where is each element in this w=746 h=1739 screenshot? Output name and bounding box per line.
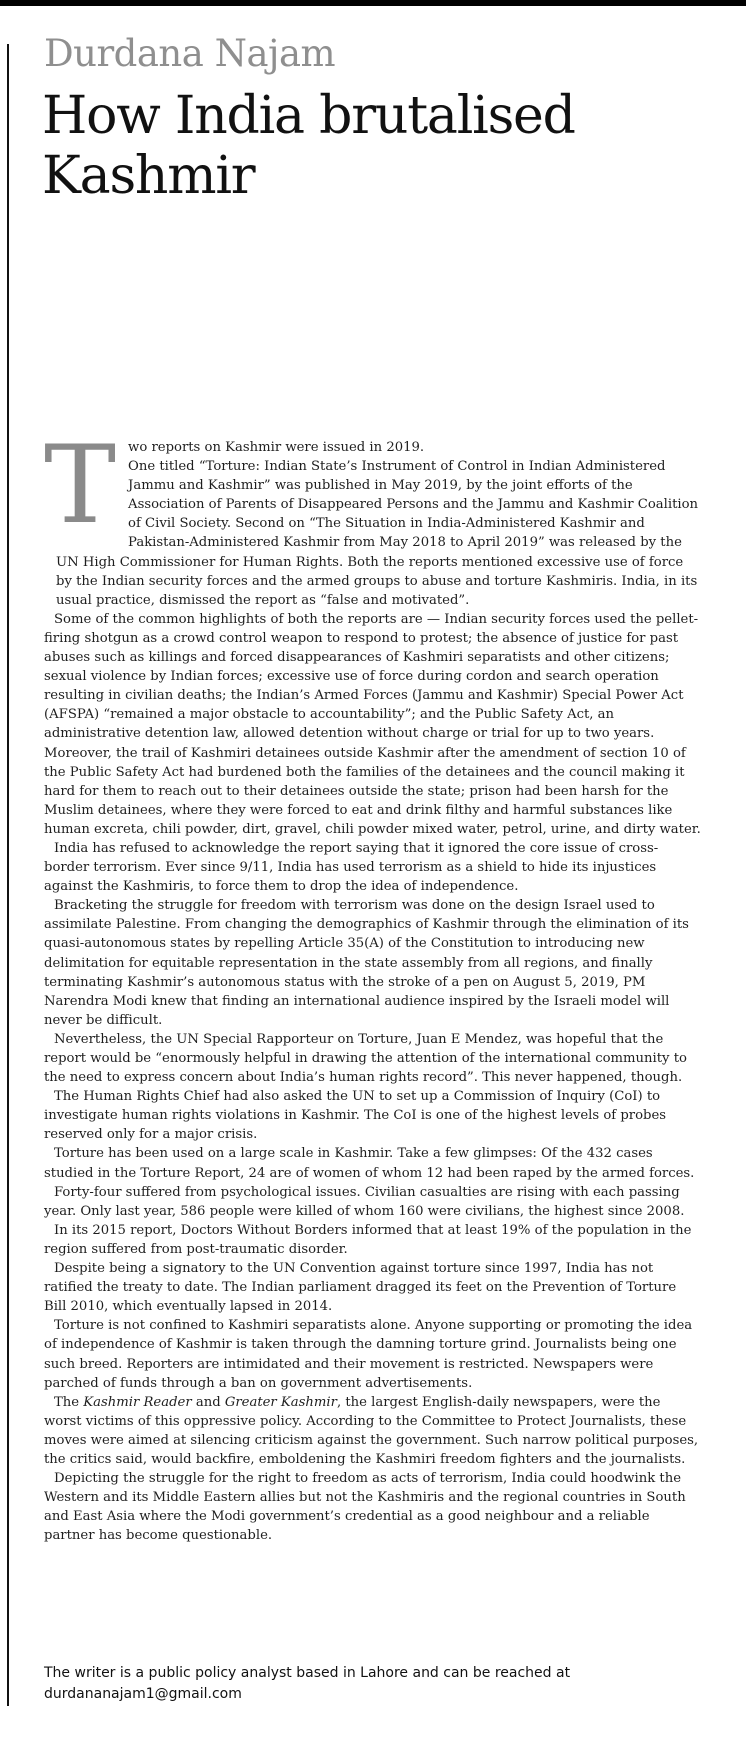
lead-first-line: wo reports on Kashmir were issued in 2019. (128, 440, 425, 455)
body-paragraph: Forty-four suffered from psychological issues. Civilian casualties are rising with each passing year. Only last year, 586 people were killed of whom 160 were civilians, the highest since 2008. (44, 1184, 685, 1219)
text-run: The (54, 1394, 84, 1410)
lead-paragraph (44, 423, 702, 610)
author-bio (44, 1663, 684, 1705)
author-portrait (46, 238, 206, 416)
body-paragraph: Nevertheless, the UN Special Rapporteur on Torture, Juan E Mendez, was hopeful that the report would be “enormously helpful in drawing the attention of the international community to the need to express concern about India’s human rights record”. This never happened, though. (44, 1031, 687, 1086)
body-paragraph: In its 2015 report, Doctors Without Borders informed that at least 19% of the population in the region suffered from post-traumatic disorder. (44, 1222, 692, 1257)
body-paragraph: Some of the common highlights of both the reports are — Indian security forces used the pellet-firing shotgun as a crowd control weapon to respond to protest; the absence of justice for past abuses such as killings and forced disappearances of Kashmiri separatists and other citizens; sexual violence by Indian forces; excessive use of force during cordon and search operation resulting in civilian deaths; the Indian’s Armed Forces (Jammu and Kashmir) Special Power Act (AFSPA) “remained a major obstacle to accountability”; and the Public Safety Act, an administrative detention law, allowed detention without charge or trial for up to two years. Moreover, the trail of Kashmiri detainees outside Kashmir after the amendment of section 10 of the Public Safety Act had burdened both the families of the detainees and the council making it hard for them to reach out to their detainees outside the state; prison had been harsh for the Muslim detainees, where they were forced to eat and drink filthy and harmful substances like human excreta, chili powder, dirt, gravel, chili powder mixed water, petrol, urine, and dirty water. (44, 611, 701, 837)
newspaper-name: Greater Kashmir (224, 1394, 337, 1410)
body-paragraph: Bracketing the struggle for freedom with terrorism was done on the design Israel used to assimilate Palestine. From changing the demographics of Kashmir through the elimination of its quasi-autonomous states by repelling Article 35(A) of the Constitution to introducing new delimitation for equitable representation in the state assembly from all regions, and finally terminating Kashmir’s autonomous status with the stroke of a pen on August 5, 2019, PM Narendra Modi knew that finding an international audience inspired by the Israeli model will never be difficult. (44, 898, 689, 1028)
author-email: durdananajam1@gmail.com (44, 1686, 242, 1702)
top-border (0, 0, 746, 6)
body-paragraph: India has refused to acknowledge the report saying that it ignored the core issue of cross-border terrorism. Ever since 9/11, India has used terrorism as a shield to hide its injustices against the Kashmiris, to force them to drop the idea of independence. (44, 840, 659, 895)
body-paragraph: The Human Rights Chief had also asked the UN to set up a Commission of Inquiry (CoI) to investigate human rights violations in Kashmir. The CoI is one of the highest levels of probes reserved only for a major crisis. (44, 1089, 667, 1143)
text-run: and (191, 1394, 225, 1410)
newspapers-paragraph (44, 1393, 702, 1469)
lead-rest: One titled “Torture: Indian State’s Instrument of Control in Indian Administered Jammu and Kashmir” was published in May 2019, by the joint efforts of the Association of Parents of Disappeared Persons and the Jammu and Kashmir Coalition of Civil Society. Second on “The Situation in India-Administered Kashmir and Pakistan-Administered Kashmir from May 2018 to April 2019” was released by the UN High Commissioner for Human Rights. Both the reports mentioned excessive use of force by the Indian security forces and the armed groups to abuse and torture Kashmiris. India, in its usual practice, dismissed the report as “false and motivated”. (56, 459, 699, 608)
closing-paragraph: Depicting the struggle for the right to freedom as acts of terrorism, India could hoodwink the Western and its Middle Eastern allies but not the Kashmiris and the regional countries in South and East Asia where the Modi government’s credential as a good neighbour and a reliable partner has become questionable. (44, 1471, 686, 1544)
drop-cap: T (44, 423, 117, 548)
author-name: Durdana Najam (44, 32, 336, 75)
article-body (44, 423, 702, 1545)
bio-text: The writer is a public policy analyst based in Lahore and can be reached at (44, 1665, 571, 1681)
newspaper-name: Kashmir Reader (83, 1394, 192, 1410)
body-paragraph: Despite being a signatory to the UN Convention against torture since 1997, India has not ratified the treaty to date. The Indian parliament dragged its feet on the Prevention of Torture Bill 2010, which eventually lapsed in 2014. (44, 1261, 677, 1315)
body-paragraph: Torture has been used on a large scale in Kashmir. Take a few glimpses: Of the 432 cases studied in the Torture Report, 24 are of women of whom 12 had been raped by the armed forces. (44, 1146, 695, 1181)
text-run: , the largest English-daily newspapers, were the worst victims of this oppressive policy. According to the Committee to Protect Journalists, these moves were aimed at silencing criticism against the government. Such narrow political purposes, the critics said, would backfire, emboldening the Kashmiri freedom fighters and the journalists. (44, 1394, 699, 1467)
body-paragraph: Torture is not confined to Kashmiri separatists alone. Anyone supporting or promoting the idea of independence of Kashmir is taken through the damning torture grind. Journalists being one such breed. Reporters are intimidated and their movement is restricted. Newspapers were parched of funds through a ban on government advertisements. (44, 1318, 693, 1391)
left-column-rule (7, 44, 9, 1706)
headline: How India brutalised Kashmir (42, 86, 575, 206)
